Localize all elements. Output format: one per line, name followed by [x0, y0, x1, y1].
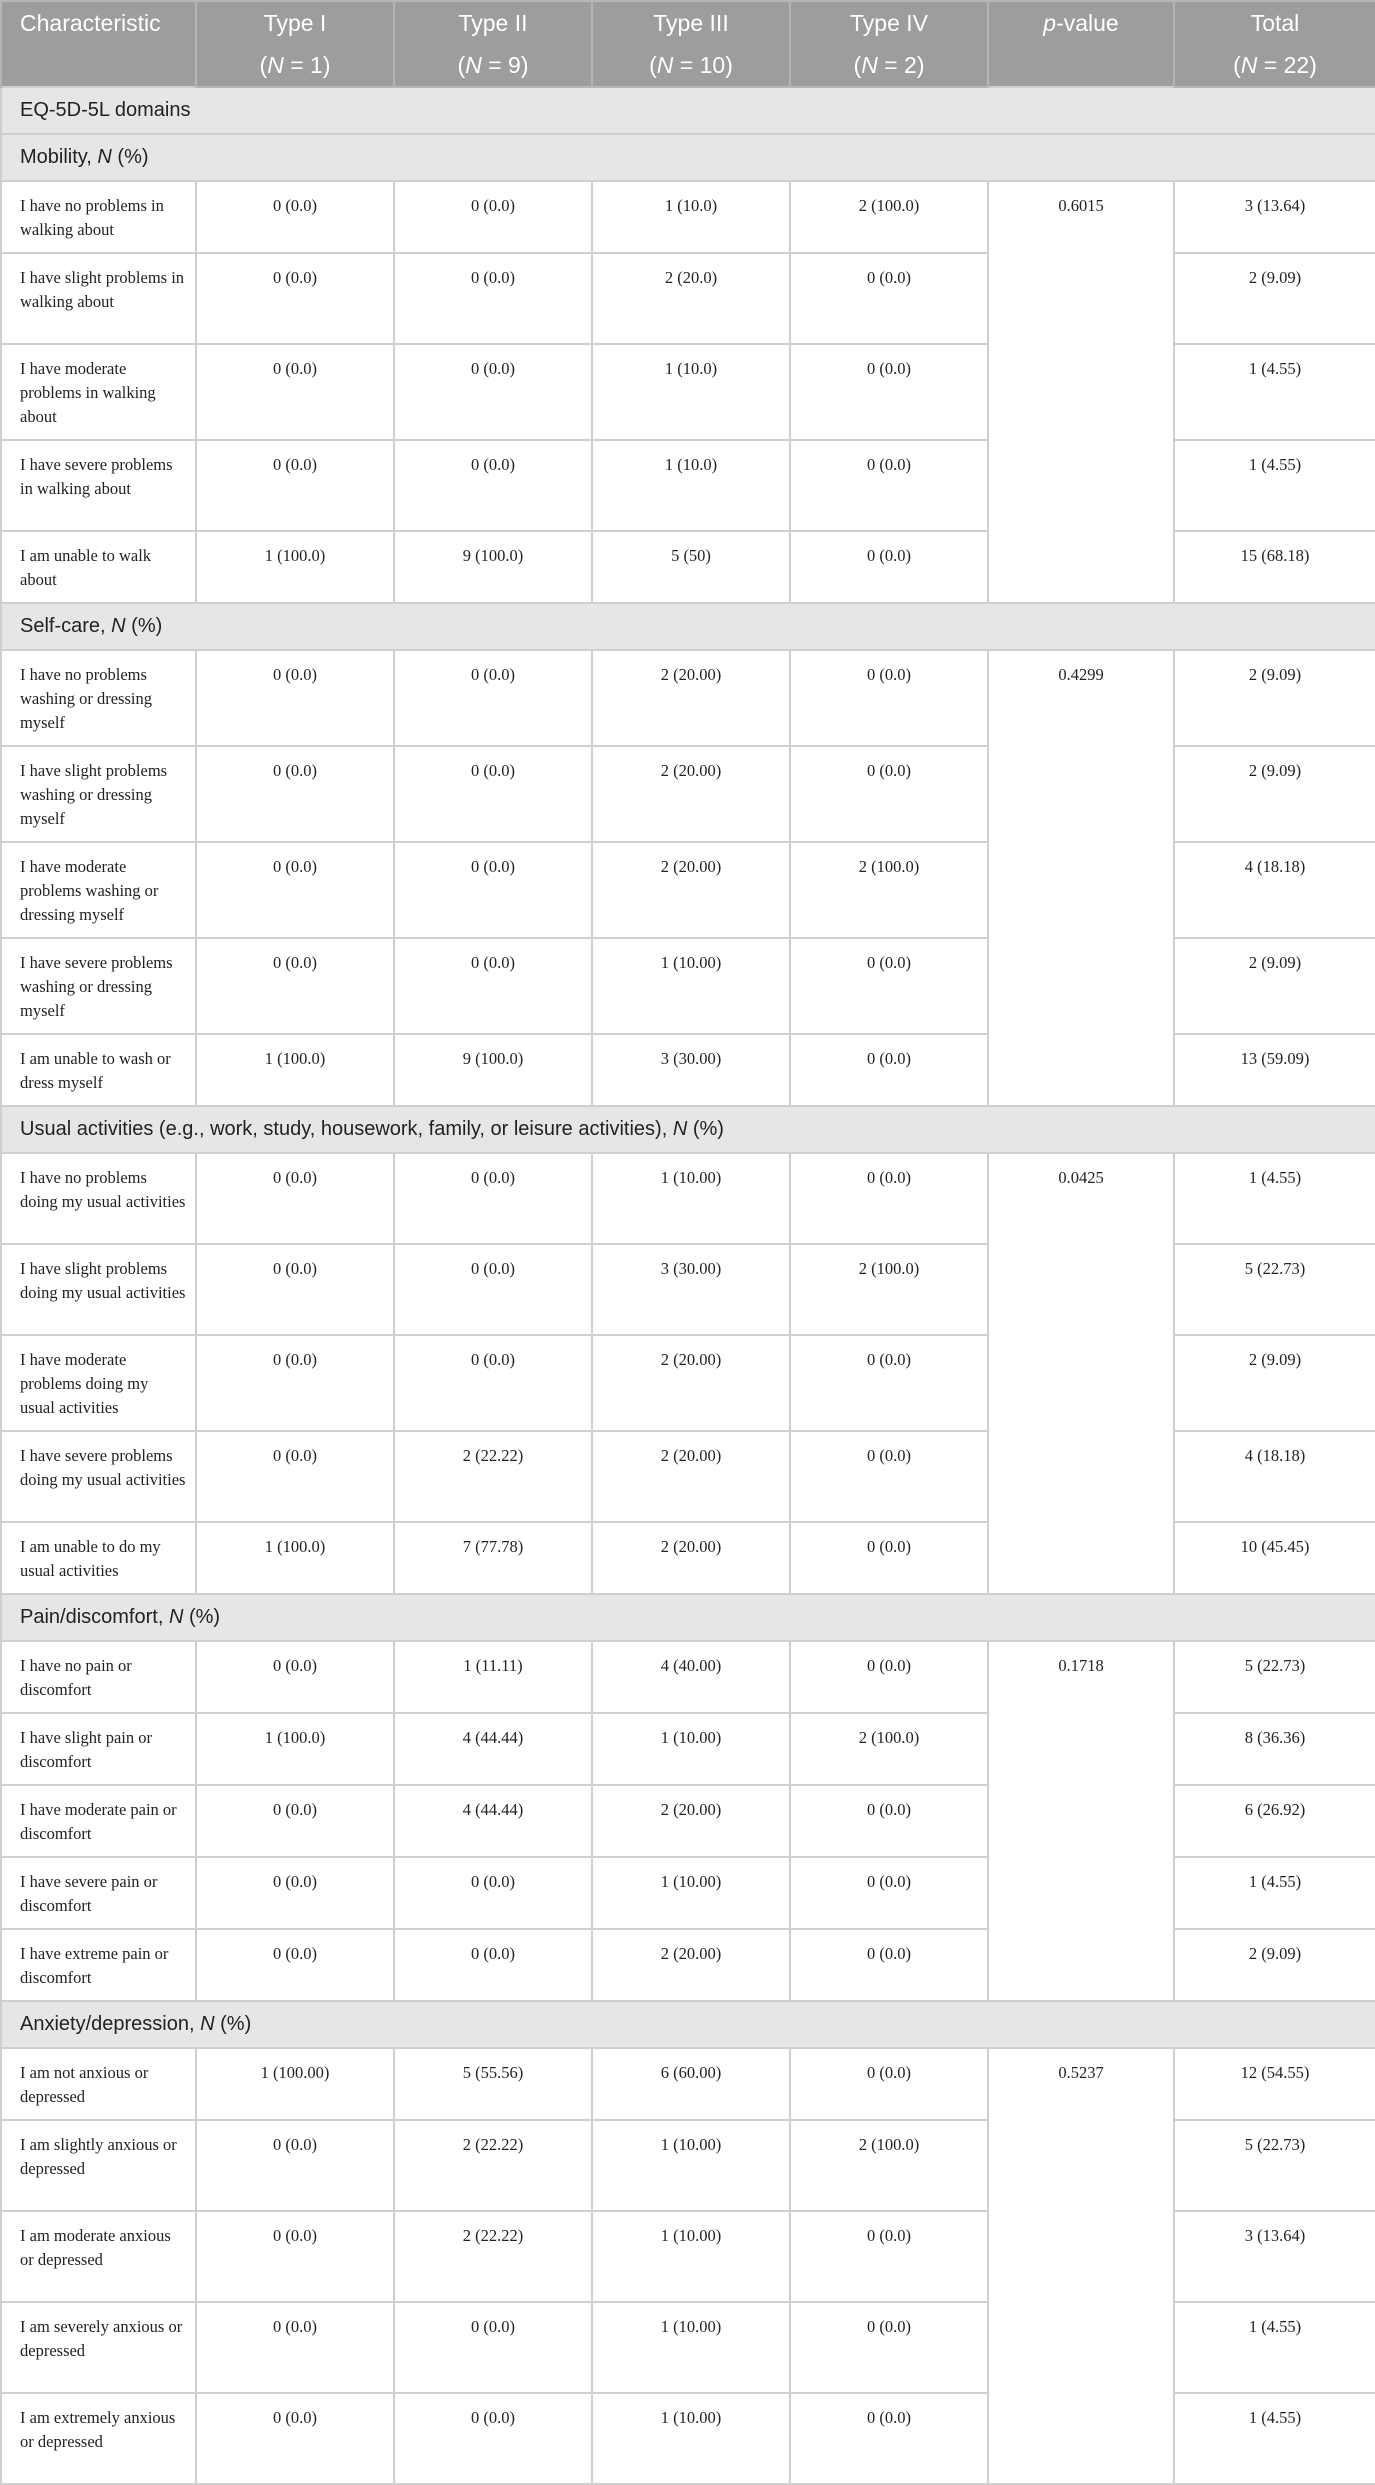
cell-type-3: 6 (60.00) [592, 2048, 790, 2120]
cell-type-4: 2 (100.0) [790, 842, 988, 938]
row-label: I am moderate anxious or depressed [1, 2211, 196, 2302]
cell-type-4: 0 (0.0) [790, 1153, 988, 1244]
header-type-1: Type I [196, 1, 394, 44]
group-title: Mobility, N (%) [1, 134, 1375, 181]
cell-type-2: 4 (44.44) [394, 1785, 592, 1857]
cell-type-3: 1 (10.00) [592, 2393, 790, 2484]
cell-type-1: 0 (0.0) [196, 181, 394, 253]
table-row [1, 650, 1375, 746]
group-title: Pain/discomfort, N (%) [1, 1594, 1375, 1641]
cell-total: 4 (18.18) [1174, 842, 1375, 938]
cell-type-2: 5 (55.56) [394, 2048, 592, 2120]
cell-type-4: 0 (0.0) [790, 344, 988, 440]
cell-type-4: 0 (0.0) [790, 1857, 988, 1929]
p-value-cell: 0.5237 [988, 2048, 1174, 2484]
cell-type-3: 1 (10.00) [592, 2120, 790, 2211]
table-row [1, 2048, 1375, 2120]
p-value-cell: 0.6015 [988, 181, 1174, 603]
cell-type-1: 1 (100.0) [196, 531, 394, 603]
header-characteristic: Characteristic [1, 1, 196, 87]
row-label: I have no pain or discomfort [1, 1641, 196, 1713]
group-header-row [1, 603, 1375, 650]
row-label: I have severe problems doing my usual activities [1, 1431, 196, 1522]
row-label: I have moderate pain or discomfort [1, 1785, 196, 1857]
section-title: EQ-5D-5L domains [1, 87, 1375, 134]
cell-type-1: 0 (0.0) [196, 2120, 394, 2211]
cell-type-4: 0 (0.0) [790, 1929, 988, 2001]
cell-type-1: 0 (0.0) [196, 344, 394, 440]
p-value-cell: 0.1718 [988, 1641, 1174, 2001]
row-label: I have no problems washing or dressing myself [1, 650, 196, 746]
cell-type-1: 0 (0.0) [196, 650, 394, 746]
cell-type-3: 1 (10.00) [592, 938, 790, 1034]
cell-type-1: 0 (0.0) [196, 253, 394, 344]
header-n-type-1: (N = 1) [196, 44, 394, 87]
cell-type-1: 0 (0.0) [196, 1857, 394, 1929]
header-n-type-4: (N = 2) [790, 44, 988, 87]
table-row [1, 1641, 1375, 1713]
header-total: Total [1174, 1, 1375, 44]
cell-total: 2 (9.09) [1174, 1335, 1375, 1431]
section-row [1, 87, 1375, 134]
cell-type-3: 4 (40.00) [592, 1641, 790, 1713]
cell-type-1: 0 (0.0) [196, 1153, 394, 1244]
cell-type-2: 0 (0.0) [394, 938, 592, 1034]
cell-type-2: 0 (0.0) [394, 1929, 592, 2001]
cell-type-4: 2 (100.0) [790, 181, 988, 253]
table-body [1, 87, 1375, 2484]
cell-total: 5 (22.73) [1174, 2120, 1375, 2211]
cell-type-2: 0 (0.0) [394, 650, 592, 746]
cell-type-2: 0 (0.0) [394, 1857, 592, 1929]
row-label: I have moderate problems washing or dressing myself [1, 842, 196, 938]
cell-type-4: 0 (0.0) [790, 1431, 988, 1522]
cell-type-3: 2 (20.0) [592, 253, 790, 344]
row-label: I am extremely anxious or depressed [1, 2393, 196, 2484]
row-label: I am unable to do my usual activities [1, 1522, 196, 1594]
cell-type-3: 1 (10.0) [592, 181, 790, 253]
cell-total: 5 (22.73) [1174, 1641, 1375, 1713]
cell-total: 10 (45.45) [1174, 1522, 1375, 1594]
cell-total: 2 (9.09) [1174, 938, 1375, 1034]
group-header-row [1, 134, 1375, 181]
cell-total: 2 (9.09) [1174, 650, 1375, 746]
cell-type-2: 4 (44.44) [394, 1713, 592, 1785]
cell-total: 1 (4.55) [1174, 2393, 1375, 2484]
cell-total: 12 (54.55) [1174, 2048, 1375, 2120]
cell-type-1: 1 (100.0) [196, 1034, 394, 1106]
p-value-cell: 0.0425 [988, 1153, 1174, 1594]
cell-type-4: 2 (100.0) [790, 1244, 988, 1335]
cell-type-3: 5 (50) [592, 531, 790, 603]
cell-type-3: 1 (10.0) [592, 344, 790, 440]
cell-type-1: 0 (0.0) [196, 2393, 394, 2484]
cell-type-2: 0 (0.0) [394, 1335, 592, 1431]
cell-type-2: 0 (0.0) [394, 344, 592, 440]
cell-type-2: 0 (0.0) [394, 1153, 592, 1244]
row-label: I have severe problems washing or dressing myself [1, 938, 196, 1034]
cell-type-2: 0 (0.0) [394, 1244, 592, 1335]
cell-type-1: 1 (100.0) [196, 1522, 394, 1594]
p-value-cell: 0.4299 [988, 650, 1174, 1106]
cell-type-2: 2 (22.22) [394, 2120, 592, 2211]
cell-type-2: 0 (0.0) [394, 2393, 592, 2484]
row-label: I am not anxious or depressed [1, 2048, 196, 2120]
cell-total: 3 (13.64) [1174, 2211, 1375, 2302]
table-row [1, 181, 1375, 253]
cell-type-1: 1 (100.00) [196, 2048, 394, 2120]
cell-type-4: 0 (0.0) [790, 650, 988, 746]
header-n-type-2: (N = 9) [394, 44, 592, 87]
cell-type-4: 0 (0.0) [790, 2393, 988, 2484]
cell-type-3: 1 (10.00) [592, 2211, 790, 2302]
header-type-2: Type II [394, 1, 592, 44]
cell-total: 1 (4.55) [1174, 2302, 1375, 2393]
cell-type-3: 1 (10.00) [592, 1153, 790, 1244]
group-header-row [1, 1106, 1375, 1153]
cell-type-3: 2 (20.00) [592, 1929, 790, 2001]
cell-total: 2 (9.09) [1174, 253, 1375, 344]
header-n-type-3: (N = 10) [592, 44, 790, 87]
row-label: I am unable to walk about [1, 531, 196, 603]
cell-type-3: 2 (20.00) [592, 1785, 790, 1857]
cell-type-2: 0 (0.0) [394, 2302, 592, 2393]
row-label: I have no problems in walking about [1, 181, 196, 253]
cell-type-2: 2 (22.22) [394, 1431, 592, 1522]
cell-total: 3 (13.64) [1174, 181, 1375, 253]
cell-type-1: 0 (0.0) [196, 2211, 394, 2302]
header-type-4: Type IV [790, 1, 988, 44]
cell-type-2: 1 (11.11) [394, 1641, 592, 1713]
header-n-total: (N = 22) [1174, 44, 1375, 87]
cell-type-1: 0 (0.0) [196, 1244, 394, 1335]
row-label: I have no problems doing my usual activities [1, 1153, 196, 1244]
cell-total: 2 (9.09) [1174, 1929, 1375, 2001]
cell-total: 8 (36.36) [1174, 1713, 1375, 1785]
cell-type-2: 0 (0.0) [394, 440, 592, 531]
cell-type-3: 2 (20.00) [592, 842, 790, 938]
group-title: Usual activities (e.g., work, study, housework, family, or leisure activities), N (%) [1, 1106, 1375, 1153]
cell-type-4: 0 (0.0) [790, 2211, 988, 2302]
cell-type-4: 0 (0.0) [790, 938, 988, 1034]
cell-type-3: 2 (20.00) [592, 650, 790, 746]
row-label: I have slight pain or discomfort [1, 1713, 196, 1785]
cell-type-4: 2 (100.0) [790, 2120, 988, 2211]
cell-total: 4 (18.18) [1174, 1431, 1375, 1522]
cell-type-4: 0 (0.0) [790, 1641, 988, 1713]
cell-type-2: 9 (100.0) [394, 531, 592, 603]
row-label: I have slight problems in walking about [1, 253, 196, 344]
row-label: I have severe pain or discomfort [1, 1857, 196, 1929]
cell-type-3: 3 (30.00) [592, 1244, 790, 1335]
cell-type-4: 0 (0.0) [790, 1785, 988, 1857]
group-title: Anxiety/depression, N (%) [1, 2001, 1375, 2048]
group-header-row [1, 2001, 1375, 2048]
cell-type-3: 1 (10.00) [592, 1857, 790, 1929]
cell-type-1: 0 (0.0) [196, 842, 394, 938]
table-row [1, 1153, 1375, 1244]
cell-type-3: 2 (20.00) [592, 1431, 790, 1522]
cell-type-1: 0 (0.0) [196, 1785, 394, 1857]
cell-type-2: 0 (0.0) [394, 253, 592, 344]
cell-total: 1 (4.55) [1174, 1857, 1375, 1929]
cell-total: 1 (4.55) [1174, 344, 1375, 440]
cell-type-2: 9 (100.0) [394, 1034, 592, 1106]
cell-type-4: 0 (0.0) [790, 1522, 988, 1594]
cell-type-2: 7 (77.78) [394, 1522, 592, 1594]
row-label: I am severely anxious or depressed [1, 2302, 196, 2393]
cell-type-2: 2 (22.22) [394, 2211, 592, 2302]
cell-total: 1 (4.55) [1174, 440, 1375, 531]
cell-type-3: 2 (20.00) [592, 746, 790, 842]
row-label: I am unable to wash or dress myself [1, 1034, 196, 1106]
cell-type-1: 0 (0.0) [196, 1929, 394, 2001]
cell-total: 6 (26.92) [1174, 1785, 1375, 1857]
cell-type-1: 0 (0.0) [196, 938, 394, 1034]
cell-type-4: 0 (0.0) [790, 2302, 988, 2393]
cell-type-4: 0 (0.0) [790, 531, 988, 603]
table-header [1, 1, 1375, 87]
cell-type-3: 1 (10.0) [592, 440, 790, 531]
cell-type-1: 0 (0.0) [196, 440, 394, 531]
cell-type-1: 0 (0.0) [196, 2302, 394, 2393]
cell-type-3: 2 (20.00) [592, 1522, 790, 1594]
cell-type-4: 0 (0.0) [790, 253, 988, 344]
cell-type-3: 2 (20.00) [592, 1335, 790, 1431]
cell-type-1: 0 (0.0) [196, 1641, 394, 1713]
cell-type-4: 0 (0.0) [790, 1335, 988, 1431]
cell-total: 1 (4.55) [1174, 1153, 1375, 1244]
row-label: I am slightly anxious or depressed [1, 2120, 196, 2211]
row-label: I have moderate problems in walking about [1, 344, 196, 440]
header-p-value: p-value [988, 1, 1174, 87]
cell-type-1: 0 (0.0) [196, 1335, 394, 1431]
cell-type-3: 1 (10.00) [592, 2302, 790, 2393]
cell-type-4: 2 (100.0) [790, 1713, 988, 1785]
row-label: I have moderate problems doing my usual activities [1, 1335, 196, 1431]
cell-type-4: 0 (0.0) [790, 1034, 988, 1106]
header-type-3: Type III [592, 1, 790, 44]
row-label: I have extreme pain or discomfort [1, 1929, 196, 2001]
cell-total: 15 (68.18) [1174, 531, 1375, 603]
cell-type-4: 0 (0.0) [790, 2048, 988, 2120]
cell-type-3: 3 (30.00) [592, 1034, 790, 1106]
cell-type-1: 0 (0.0) [196, 1431, 394, 1522]
row-label: I have slight problems washing or dressing myself [1, 746, 196, 842]
cell-type-2: 0 (0.0) [394, 746, 592, 842]
row-label: I have severe problems in walking about [1, 440, 196, 531]
cell-total: 13 (59.09) [1174, 1034, 1375, 1106]
group-title: Self-care, N (%) [1, 603, 1375, 650]
cell-total: 2 (9.09) [1174, 746, 1375, 842]
cell-total: 5 (22.73) [1174, 1244, 1375, 1335]
cell-type-2: 0 (0.0) [394, 842, 592, 938]
cell-type-1: 1 (100.0) [196, 1713, 394, 1785]
cell-type-2: 0 (0.0) [394, 181, 592, 253]
cell-type-1: 0 (0.0) [196, 746, 394, 842]
cell-type-4: 0 (0.0) [790, 746, 988, 842]
group-header-row [1, 1594, 1375, 1641]
cell-type-4: 0 (0.0) [790, 440, 988, 531]
cell-type-3: 1 (10.00) [592, 1713, 790, 1785]
row-label: I have slight problems doing my usual activities [1, 1244, 196, 1335]
